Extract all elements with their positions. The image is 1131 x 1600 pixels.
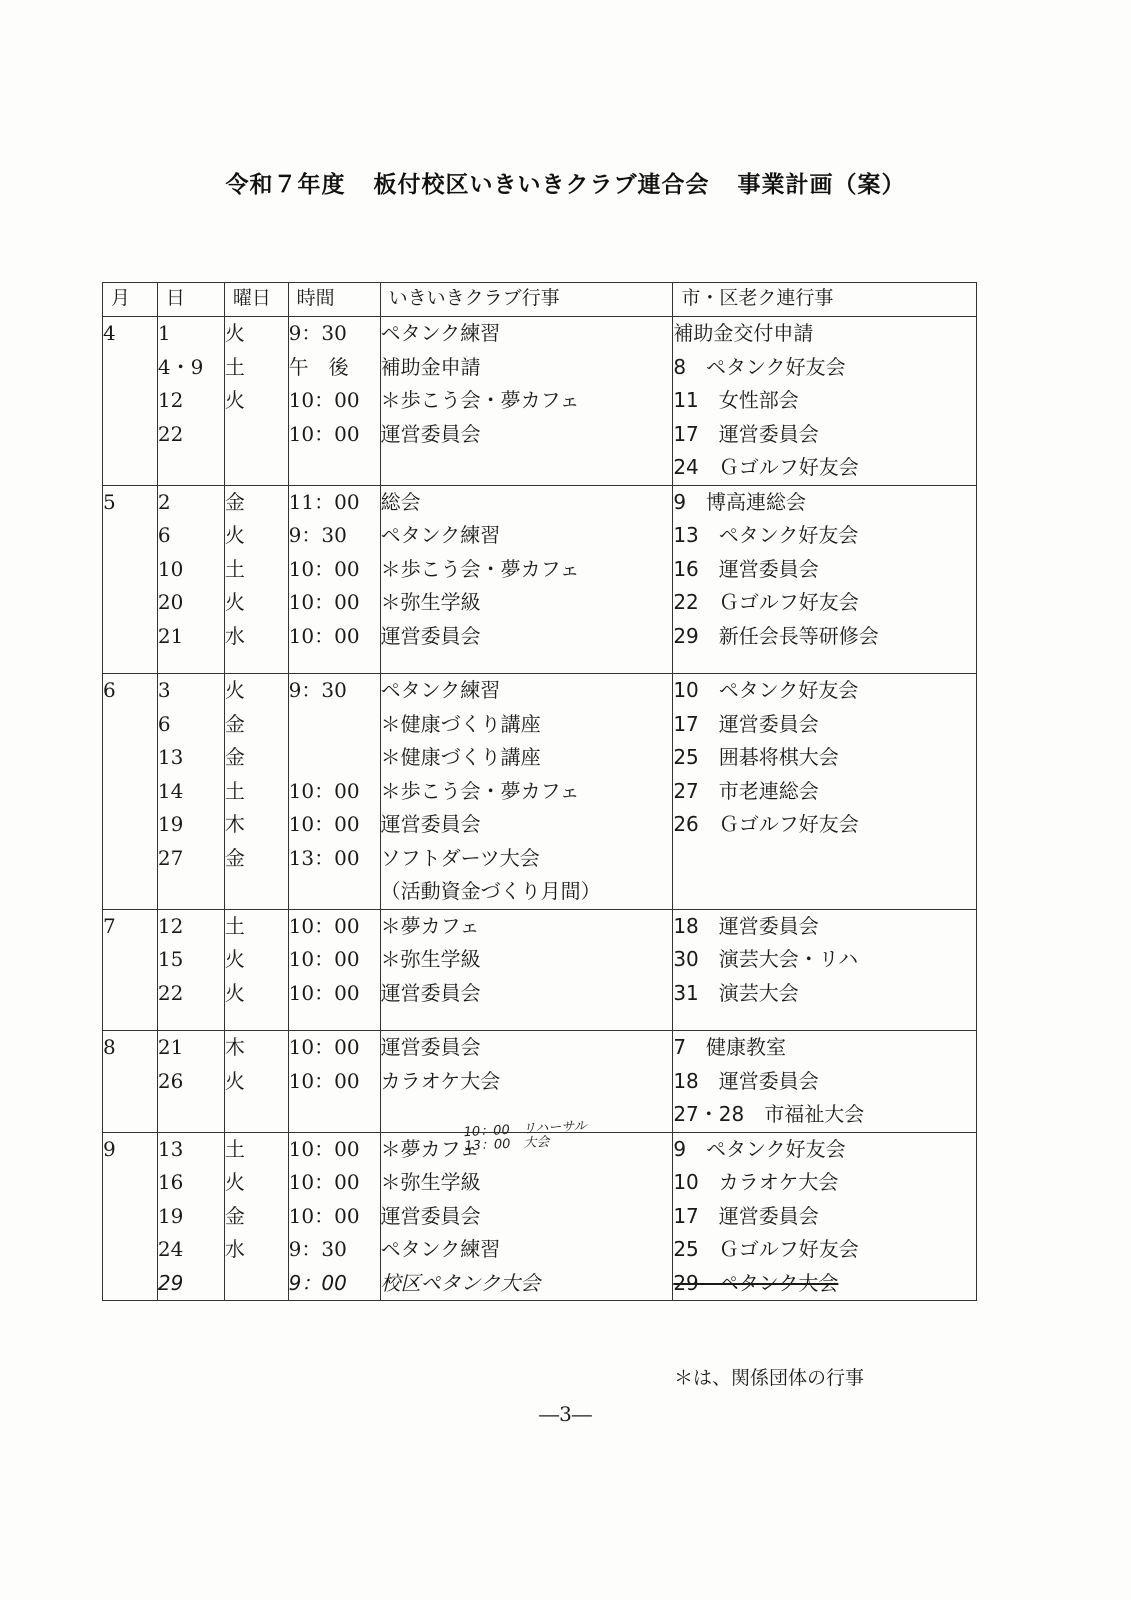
month-cell (103, 1233, 158, 1267)
day-cell: 21 (157, 1031, 224, 1065)
weekday-cell: 火 (224, 1166, 288, 1200)
city-event-cell: 9 ペタンク好友会 (673, 1132, 977, 1166)
weekday-cell: 火 (224, 674, 288, 708)
month-cell (103, 384, 158, 418)
table-row (103, 943, 977, 977)
city-event-cell: 17 運営委員会 (673, 1200, 977, 1234)
header-row (103, 283, 977, 317)
day-cell: 16 (157, 1166, 224, 1200)
spacer-cell (673, 653, 977, 674)
month-cell (103, 775, 158, 809)
spacer-cell (157, 653, 224, 674)
time-cell: 9：30 (288, 317, 380, 351)
month-cell (103, 1166, 158, 1200)
day-cell: 2 (157, 485, 224, 519)
club-event-cell: ＊歩こう会・夢カフェ (380, 384, 673, 418)
day-cell: 12 (157, 909, 224, 943)
weekday-cell: 水 (224, 1233, 288, 1267)
city-event-cell: 29 新任会長等研修会 (673, 620, 977, 654)
table-row (103, 620, 977, 654)
city-event-cell: 17 運営委員会 (673, 708, 977, 742)
month-cell: 5 (103, 485, 158, 519)
table-row (103, 317, 977, 351)
table-row (103, 1233, 977, 1267)
month-cell (103, 418, 158, 452)
day-cell (157, 1098, 224, 1132)
city-event-cell: 17 運営委員会 (673, 418, 977, 452)
month-cell (103, 741, 158, 775)
city-event-cell: 10 カラオケ大会 (673, 1166, 977, 1200)
header-weekday: 曜日 (224, 283, 288, 317)
time-cell: 10：00 (288, 1065, 380, 1099)
handnote-line1: 10：00 リハーサル (463, 1118, 588, 1141)
spacer-cell (380, 653, 673, 674)
day-cell: 6 (157, 519, 224, 553)
spacer-cell (673, 1010, 977, 1031)
weekday-cell: 土 (224, 909, 288, 943)
weekday-cell: 木 (224, 1031, 288, 1065)
time-cell (288, 451, 380, 485)
table-row (103, 1200, 977, 1234)
time-cell: 10：00 (288, 384, 380, 418)
spacer-cell (288, 1010, 380, 1031)
month-cell (103, 451, 158, 485)
table-row (103, 451, 977, 485)
time-cell (288, 1098, 380, 1132)
time-cell: 10：00 (288, 808, 380, 842)
header-day: 日 (157, 283, 224, 317)
table-row (103, 775, 977, 809)
month-cell: 7 (103, 909, 158, 943)
time-cell: 10：00 (288, 1200, 380, 1234)
document-title (0, 166, 1131, 199)
day-cell: 27 (157, 842, 224, 876)
month-cell (103, 1200, 158, 1234)
club-event-cell: 総会 (380, 485, 673, 519)
city-event-cell (673, 875, 977, 909)
weekday-cell: 火 (224, 943, 288, 977)
weekday-cell: 水 (224, 620, 288, 654)
header-time: 時間 (288, 283, 380, 317)
month-cell (103, 842, 158, 876)
time-cell: 10：00 (288, 1031, 380, 1065)
time-cell (288, 708, 380, 742)
table-row (103, 1065, 977, 1099)
city-event-cell: 24 Ｇゴルフ好友会 (673, 451, 977, 485)
month-block (103, 485, 977, 674)
club-event-cell: ＊弥生学級 (380, 1166, 673, 1200)
month-block (103, 1132, 977, 1301)
day-cell: 6 (157, 708, 224, 742)
spacer-cell (103, 1010, 158, 1031)
day-cell: 14 (157, 775, 224, 809)
club-event-cell: （活動資金づくり月間） (380, 875, 673, 909)
weekday-cell: 木 (224, 808, 288, 842)
handnote-line2: 13：00 大会 (464, 1134, 550, 1155)
table-row (103, 519, 977, 553)
club-event-cell: ペタンク練習 (380, 674, 673, 708)
club-event-cell: ソフトダーツ大会 (380, 842, 673, 876)
table-row (103, 351, 977, 385)
footnote: ＊は、関係団体の行事 (674, 1367, 865, 1389)
city-event-cell: 9 博高連総会 (673, 485, 977, 519)
club-event-cell: 校区ペタンク大会 (380, 1267, 673, 1301)
club-event-cell: ＊歩こう会・夢カフェ (380, 775, 673, 809)
time-cell: 9：30 (288, 519, 380, 553)
day-cell: 4・9 (157, 351, 224, 385)
title-doc: 事業計画（案） (737, 172, 906, 198)
day-cell: 29 (157, 1267, 224, 1301)
day-cell: 20 (157, 586, 224, 620)
spacer-cell (103, 653, 158, 674)
city-event-cell: 18 運営委員会 (673, 909, 977, 943)
table-row (103, 741, 977, 775)
club-event-cell: 運営委員会 (380, 418, 673, 452)
city-event-cell: 7 健康教室 (673, 1031, 977, 1065)
month-cell: 9 (103, 1132, 158, 1166)
weekday-cell: 火 (224, 977, 288, 1011)
month-cell: 8 (103, 1031, 158, 1065)
club-event-cell: ＊弥生学級 (380, 943, 673, 977)
day-cell (157, 451, 224, 485)
table-row (103, 977, 977, 1011)
day-cell: 24 (157, 1233, 224, 1267)
club-event-cell: ペタンク練習 (380, 519, 673, 553)
page-number: ―3― (539, 1402, 592, 1426)
club-event-cell: ＊健康づくり講座 (380, 741, 673, 775)
spacer-row (103, 1010, 977, 1031)
month-block (103, 1031, 977, 1133)
spacer-cell (224, 653, 288, 674)
weekday-cell: 金 (224, 708, 288, 742)
spacer-row (103, 653, 977, 674)
club-event-cell (380, 451, 673, 485)
title-year: 令和７年度 (225, 172, 346, 198)
club-event-cell: 補助金申請 (380, 351, 673, 385)
city-event-cell: 補助金交付申請 (673, 317, 977, 351)
city-event-cell: 27 市老連総会 (673, 775, 977, 809)
month-cell (103, 875, 158, 909)
club-event-cell: ＊夢カフェ (380, 909, 673, 943)
month-cell (103, 977, 158, 1011)
city-event-cell (673, 842, 977, 876)
spacer-cell (157, 1010, 224, 1031)
weekday-cell (224, 418, 288, 452)
weekday-cell: 土 (224, 351, 288, 385)
header-city-event: 市・区老ク連行事 (673, 283, 977, 317)
time-cell: 9：30 (288, 1233, 380, 1267)
club-event-cell: ＊歩こう会・夢カフェ (380, 553, 673, 587)
city-event-cell: 27・28 市福祉大会 (673, 1098, 977, 1132)
table-row (103, 1031, 977, 1065)
weekday-cell: 土 (224, 1132, 288, 1166)
month-cell (103, 519, 158, 553)
table-row (103, 485, 977, 519)
month-cell (103, 351, 158, 385)
day-cell: 21 (157, 620, 224, 654)
table-row (103, 708, 977, 742)
time-cell: 10：00 (288, 943, 380, 977)
month-cell (103, 1065, 158, 1099)
time-cell: 10：00 (288, 418, 380, 452)
time-cell: 10：00 (288, 1166, 380, 1200)
month-cell (103, 708, 158, 742)
city-event-cell: 31 演芸大会 (673, 977, 977, 1011)
city-event-cell: 26 Ｇゴルフ好友会 (673, 808, 977, 842)
table-row (103, 384, 977, 418)
month-cell: 4 (103, 317, 158, 351)
time-cell: 13：00 (288, 842, 380, 876)
time-cell: 10：00 (288, 620, 380, 654)
time-cell: 10：00 (288, 1132, 380, 1166)
day-cell: 13 (157, 1132, 224, 1166)
club-event-cell: ＊健康づくり講座 (380, 708, 673, 742)
weekday-cell: 金 (224, 1200, 288, 1234)
time-cell: 11：00 (288, 485, 380, 519)
weekday-cell (224, 1267, 288, 1301)
club-event-cell: カラオケ大会 (380, 1065, 673, 1099)
day-cell: 10 (157, 553, 224, 587)
weekday-cell: 火 (224, 384, 288, 418)
table-row (103, 842, 977, 876)
day-cell: 3 (157, 674, 224, 708)
city-event-cell: 25 Ｇゴルフ好友会 (673, 1233, 977, 1267)
time-cell (288, 741, 380, 775)
club-event-cell: 運営委員会 (380, 1200, 673, 1234)
city-event-cell: 29 ペタンク大会 (673, 1267, 977, 1301)
table-row (103, 553, 977, 587)
title-org: 板付校区いきいきクラブ連合会 (373, 172, 710, 198)
club-event-cell: 運営委員会 (380, 620, 673, 654)
weekday-cell: 火 (224, 586, 288, 620)
weekday-cell: 火 (224, 519, 288, 553)
city-event-cell: 18 運営委員会 (673, 1065, 977, 1099)
time-cell (288, 875, 380, 909)
city-event-cell: 25 囲碁将棋大会 (673, 741, 977, 775)
weekday-cell: 金 (224, 842, 288, 876)
time-cell: 10：00 (288, 586, 380, 620)
month-cell (103, 586, 158, 620)
day-cell (157, 875, 224, 909)
spacer-cell (224, 1010, 288, 1031)
spacer-cell (288, 653, 380, 674)
time-cell: 9：00 (288, 1267, 380, 1301)
club-event-cell: ペタンク練習 (380, 1233, 673, 1267)
month-cell (103, 808, 158, 842)
city-event-cell: 30 演芸大会・リハ (673, 943, 977, 977)
city-event-cell: 22 Ｇゴルフ好友会 (673, 586, 977, 620)
city-event-cell: 16 運営委員会 (673, 553, 977, 587)
day-cell: 22 (157, 977, 224, 1011)
day-cell: 1 (157, 317, 224, 351)
day-cell: 15 (157, 943, 224, 977)
month-block (103, 317, 977, 486)
city-event-cell: 13 ペタンク好友会 (673, 519, 977, 553)
day-cell: 26 (157, 1065, 224, 1099)
city-event-cell: 10 ペタンク好友会 (673, 674, 977, 708)
table-row (103, 418, 977, 452)
time-cell: 10：00 (288, 977, 380, 1011)
city-event-cell: 11 女性部会 (673, 384, 977, 418)
day-cell: 19 (157, 1200, 224, 1234)
time-cell: 午 後 (288, 351, 380, 385)
weekday-cell: 火 (224, 1065, 288, 1099)
club-event-cell: ＊弥生学級 (380, 586, 673, 620)
time-cell: 10：00 (288, 553, 380, 587)
table-row (103, 1267, 977, 1301)
club-event-cell: ＊夢カフェ (380, 1132, 673, 1166)
city-event-cell: 8 ペタンク好友会 (673, 351, 977, 385)
day-cell: 13 (157, 741, 224, 775)
month-block (103, 909, 977, 1031)
month-cell (103, 1098, 158, 1132)
table-row (103, 1166, 977, 1200)
weekday-cell (224, 451, 288, 485)
day-cell: 19 (157, 808, 224, 842)
table-row (103, 674, 977, 708)
header-club-event: いきいきクラブ行事 (380, 283, 673, 317)
table-row (103, 909, 977, 943)
table-row (103, 586, 977, 620)
club-event-cell: ペタンク練習 (380, 317, 673, 351)
weekday-cell (224, 1098, 288, 1132)
weekday-cell: 土 (224, 775, 288, 809)
day-cell: 22 (157, 418, 224, 452)
weekday-cell: 金 (224, 485, 288, 519)
club-event-cell: 運営委員会 (380, 808, 673, 842)
table-row (103, 808, 977, 842)
month-cell (103, 1267, 158, 1301)
month-cell: 6 (103, 674, 158, 708)
month-block (103, 674, 977, 910)
club-event-cell: 運営委員会 (380, 1031, 673, 1065)
time-cell: 9：30 (288, 674, 380, 708)
weekday-cell (224, 875, 288, 909)
day-cell: 12 (157, 384, 224, 418)
table-row (103, 875, 977, 909)
month-cell (103, 943, 158, 977)
club-event-cell: 運営委員会 (380, 977, 673, 1011)
weekday-cell: 金 (224, 741, 288, 775)
spacer-cell (380, 1010, 673, 1031)
month-cell (103, 553, 158, 587)
time-cell: 10：00 (288, 775, 380, 809)
month-cell (103, 620, 158, 654)
time-cell: 10：00 (288, 909, 380, 943)
weekday-cell: 火 (224, 317, 288, 351)
header-month: 月 (103, 283, 158, 317)
weekday-cell: 土 (224, 553, 288, 587)
